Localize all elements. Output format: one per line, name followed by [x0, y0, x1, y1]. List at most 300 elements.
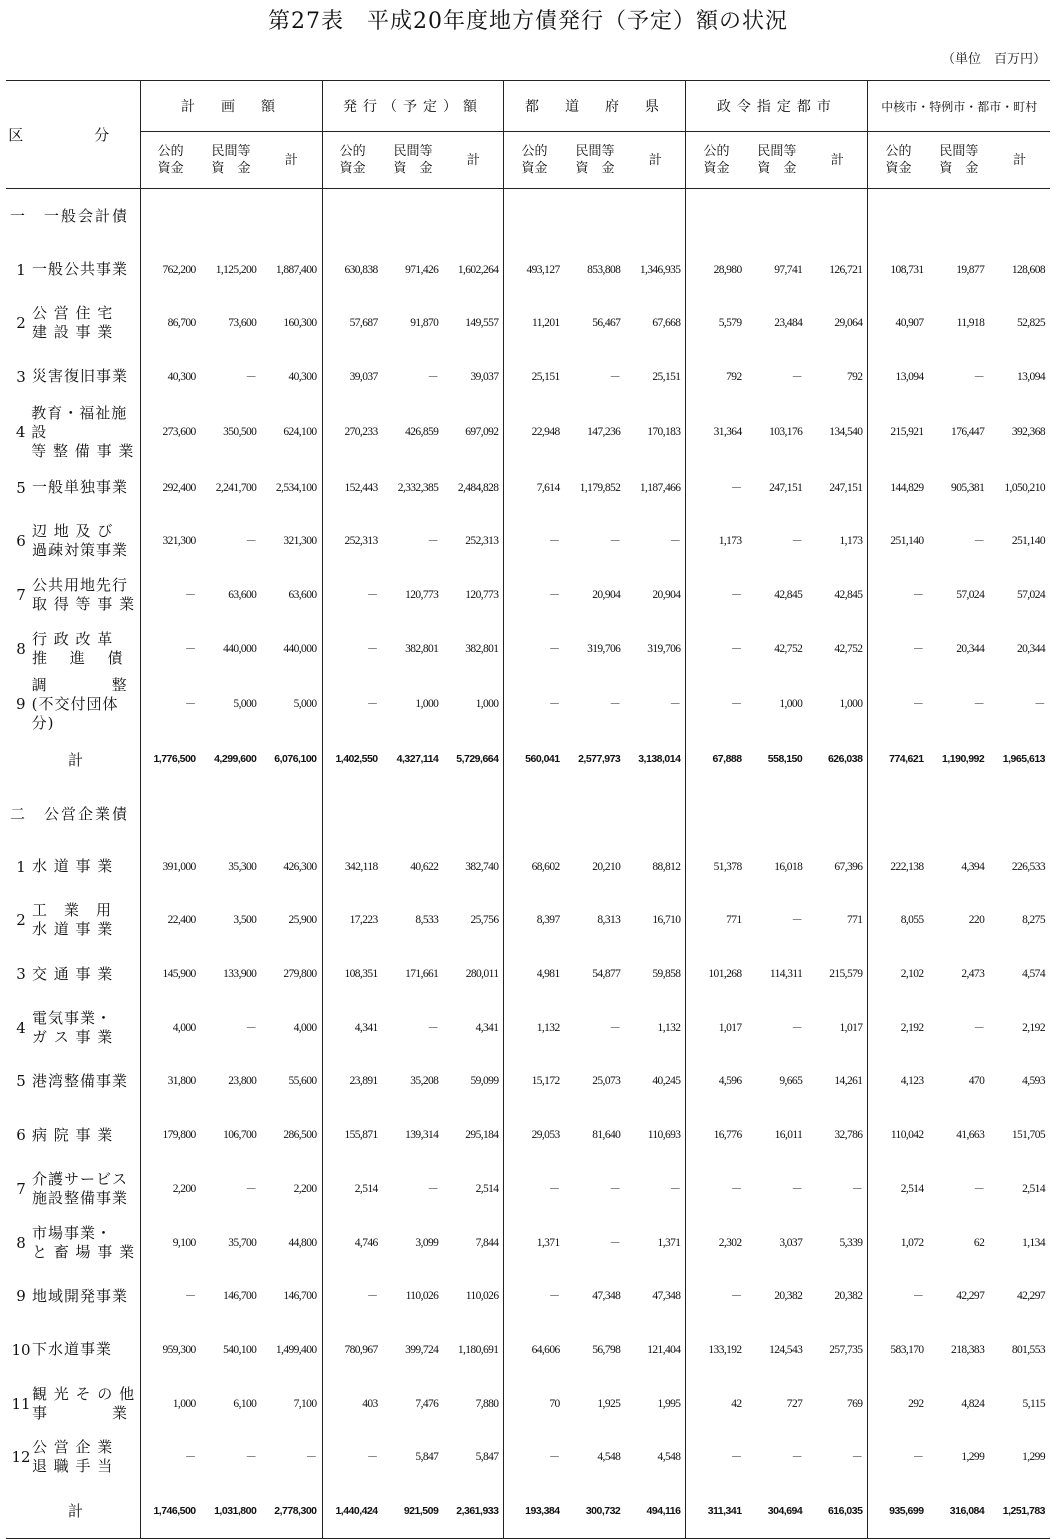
- empty-cell: [989, 189, 1050, 243]
- value-cell: 1,190,992: [942, 753, 985, 766]
- value-cell: －: [609, 536, 621, 549]
- value-cell: 1,000: [779, 698, 803, 710]
- value-cell: 1,925: [597, 1397, 621, 1410]
- subheader-cell: 計: [261, 132, 322, 189]
- row-label: 6 病 院 事 業: [16, 1125, 114, 1145]
- empty-cell: [747, 786, 808, 840]
- value-cell: 5,000: [293, 698, 317, 710]
- value-cell: 20,210: [592, 860, 621, 873]
- value-cell: 1,125,200: [215, 263, 257, 276]
- value-cell: 86,700: [140, 296, 201, 350]
- value-cell: 35,700: [228, 1236, 257, 1249]
- row-label: 9 調 整 (不交付団体分): [16, 675, 128, 732]
- value-cell: 67,888: [686, 733, 747, 787]
- value-cell: 300,732: [565, 1484, 626, 1538]
- value-cell: 218,383: [951, 1343, 985, 1356]
- value-cell: －: [609, 1183, 621, 1196]
- empty-cell: [140, 786, 201, 840]
- value-cell: 280,011: [465, 968, 499, 981]
- value-cell: －: [686, 622, 747, 676]
- empty-cell: [140, 189, 201, 243]
- value-cell: 35,300: [228, 860, 257, 873]
- value-cell: 470: [968, 1075, 985, 1088]
- value-cell: －: [245, 1183, 257, 1196]
- row-label: 2 公 営 住 宅 建 設 事 業: [16, 304, 114, 342]
- value-cell: 771: [686, 894, 747, 948]
- value-cell: －: [1034, 699, 1045, 711]
- value-cell: 155,871: [322, 1108, 383, 1162]
- subheader-cell: 民間等 資 金: [383, 132, 444, 189]
- row-label: 3 災害復旧事業: [16, 367, 129, 386]
- value-cell: 1,371: [657, 1236, 681, 1249]
- value-cell: 73,600: [228, 317, 257, 330]
- value-cell: 1,440,424: [322, 1484, 383, 1538]
- value-cell: －: [973, 536, 985, 549]
- value-cell: 63,600: [228, 588, 257, 601]
- subheader-cell: 計: [989, 132, 1050, 189]
- value-cell: －: [686, 568, 747, 622]
- value-cell: 47,348: [652, 1290, 681, 1303]
- empty-cell: [989, 786, 1050, 840]
- value-cell: 51,378: [686, 840, 747, 894]
- empty-cell: [443, 189, 504, 243]
- value-cell: 771: [846, 914, 863, 927]
- total-row: [6, 1484, 1050, 1538]
- value-cell: 29,064: [834, 317, 863, 330]
- value-cell: 70: [504, 1377, 565, 1431]
- value-cell: －: [669, 699, 681, 711]
- value-cell: 1,402,550: [322, 733, 383, 787]
- value-cell: 2,192: [1022, 1021, 1045, 1034]
- value-cell: 1,776,500: [140, 733, 201, 787]
- value-cell: 171,661: [405, 968, 439, 981]
- value-cell: 22,948: [504, 404, 565, 461]
- value-cell: －: [868, 1430, 929, 1484]
- table-row: [6, 404, 1050, 461]
- value-cell: 2,332,385: [397, 481, 439, 494]
- value-cell: 193,384: [504, 1484, 565, 1538]
- value-cell: 8,275: [1022, 914, 1045, 927]
- section-title: 一 一般会計債: [10, 207, 130, 226]
- value-cell: 56,798: [592, 1343, 621, 1356]
- empty-cell: [565, 189, 626, 243]
- value-cell: 146,700: [283, 1290, 317, 1303]
- row-label: 12 公 営 企 業 退 職 手 当: [11, 1438, 114, 1476]
- value-cell: 4,341: [475, 1021, 499, 1034]
- table-body: [6, 189, 1050, 1539]
- value-cell: 108,731: [868, 243, 929, 297]
- value-cell: 20,382: [834, 1290, 863, 1303]
- value-cell: 342,118: [322, 840, 383, 894]
- row-label: 7 介護サービス 施設整備事業: [16, 1169, 129, 1207]
- row-label: 2 工 業 用 水 道 事 業: [16, 901, 114, 939]
- value-cell: －: [973, 371, 985, 384]
- value-cell: 14,261: [834, 1075, 863, 1088]
- value-cell: 319,706: [647, 642, 681, 655]
- value-cell: 2,200: [293, 1182, 317, 1195]
- empty-cell: [201, 189, 262, 243]
- value-cell: 2,514: [322, 1162, 383, 1216]
- value-cell: 57,687: [322, 296, 383, 350]
- value-cell: 630,838: [322, 243, 383, 297]
- value-cell: 40,622: [410, 860, 439, 873]
- value-cell: 29,053: [504, 1108, 565, 1162]
- header-group-prefectures: 都 道 府 県: [504, 81, 686, 132]
- value-cell: 101,268: [686, 947, 747, 1001]
- table-row: [6, 840, 1050, 894]
- value-cell: 110,026: [465, 1290, 499, 1303]
- value-cell: 120,773: [465, 588, 499, 601]
- value-cell: －: [791, 915, 803, 928]
- value-cell: 39,037: [322, 350, 383, 404]
- value-cell: 1,134: [1022, 1236, 1045, 1249]
- value-cell: 4,574: [1022, 968, 1045, 981]
- value-cell: －: [140, 1430, 201, 1484]
- row-label: 8 行 政 改 革 推 進 債: [16, 629, 124, 667]
- value-cell: 1,000: [140, 1377, 201, 1431]
- value-cell: 23,891: [322, 1055, 383, 1109]
- value-cell: 382,740: [465, 860, 499, 873]
- value-cell: 4,394: [961, 860, 985, 873]
- value-cell: 179,800: [140, 1108, 201, 1162]
- value-cell: 5,115: [1022, 1397, 1045, 1410]
- value-cell: －: [504, 676, 565, 733]
- value-cell: －: [669, 1183, 681, 1196]
- subheader-row: [6, 132, 1050, 189]
- value-cell: 1,299: [961, 1451, 985, 1464]
- section-header-row: [6, 786, 1050, 840]
- empty-cell: [807, 786, 868, 840]
- value-cell: 2,534,100: [275, 481, 317, 494]
- value-cell: 114,311: [769, 968, 803, 981]
- value-cell: 147,236: [587, 426, 621, 439]
- value-cell: 252,313: [465, 535, 499, 548]
- value-cell: 792: [846, 370, 863, 383]
- value-cell: 134,540: [829, 426, 863, 439]
- value-cell: 1,000: [415, 698, 439, 710]
- value-cell: 540,100: [223, 1343, 257, 1356]
- value-cell: 4,548: [657, 1451, 681, 1464]
- value-cell: 971,426: [405, 263, 439, 276]
- row-label: 4 教育・福祉施設 等 整 備 事 業: [15, 403, 135, 460]
- value-cell: 801,553: [1011, 1343, 1045, 1356]
- value-cell: 295,184: [465, 1129, 499, 1142]
- value-cell: 2,514: [868, 1162, 929, 1216]
- header-group-designated-cities: 政令指定都市: [686, 81, 868, 132]
- value-cell: 28,980: [686, 243, 747, 297]
- subheader-cell: 計: [625, 132, 686, 189]
- value-cell: 391,000: [140, 840, 201, 894]
- total-row: [6, 733, 1050, 787]
- value-cell: 2,778,300: [261, 1484, 322, 1538]
- value-cell: 124,543: [769, 1343, 803, 1356]
- value-cell: 151,705: [1011, 1129, 1045, 1142]
- subheader-cell: 計: [443, 132, 504, 189]
- value-cell: 1,173: [839, 535, 863, 548]
- value-cell: 11,918: [956, 317, 985, 330]
- value-cell: 7,476: [415, 1397, 439, 1410]
- value-cell: 251,140: [1011, 535, 1045, 548]
- value-cell: 16,710: [652, 914, 681, 927]
- value-cell: 270,233: [322, 404, 383, 461]
- value-cell: －: [686, 1269, 747, 1323]
- row-label: 10 下水道事業: [11, 1340, 113, 1359]
- value-cell: 2,302: [686, 1216, 747, 1270]
- value-cell: 2,577,973: [578, 753, 621, 766]
- value-cell: 103,176: [769, 426, 803, 439]
- subheader-cell: 民間等 資 金: [565, 132, 626, 189]
- value-cell: 440,000: [223, 642, 257, 655]
- value-cell: 2,192: [868, 1001, 929, 1055]
- value-cell: 1,031,800: [201, 1484, 262, 1538]
- value-cell: －: [609, 1022, 621, 1035]
- value-cell: 292,400: [140, 461, 201, 515]
- value-cell: 321,300: [283, 535, 317, 548]
- subheader-cell: 公的 資金: [686, 132, 747, 189]
- table-row: [6, 1430, 1050, 1484]
- value-cell: 57,024: [956, 588, 985, 601]
- empty-cell: [929, 786, 990, 840]
- value-cell: －: [868, 676, 929, 733]
- value-cell: 1,179,852: [579, 481, 621, 494]
- value-cell: －: [791, 371, 803, 384]
- subheader-cell: 公的 資金: [868, 132, 929, 189]
- value-cell: 32,786: [834, 1129, 863, 1142]
- table-row: [6, 894, 1050, 948]
- value-cell: 226,533: [1011, 860, 1045, 873]
- value-cell: 15,172: [504, 1055, 565, 1109]
- value-cell: －: [322, 568, 383, 622]
- value-cell: 23,484: [774, 317, 803, 330]
- value-cell: 20,904: [652, 588, 681, 601]
- header-group-municipalities: 中核市・特例市・都市・町村: [868, 81, 1050, 132]
- value-cell: 1,251,783: [989, 1484, 1050, 1538]
- value-cell: 316,084: [929, 1484, 990, 1538]
- header-kubun: 区 分: [6, 81, 140, 189]
- row-label: 5 港湾整備事業: [16, 1071, 129, 1091]
- value-cell: 41,663: [956, 1129, 985, 1142]
- value-cell: 40,907: [868, 296, 929, 350]
- row-label: 9 地域開発事業: [16, 1286, 129, 1306]
- value-cell: 4,341: [322, 1001, 383, 1055]
- value-cell: 780,967: [322, 1323, 383, 1377]
- value-cell: 350,500: [223, 426, 257, 439]
- table-row: [6, 1216, 1050, 1270]
- value-cell: 8,313: [597, 914, 621, 927]
- page-title: 第27表 平成20年度地方債発行（予定）額の状況: [268, 9, 788, 34]
- value-cell: 9,665: [779, 1075, 803, 1088]
- value-cell: 149,557: [465, 317, 499, 330]
- value-cell: 42,297: [1016, 1290, 1045, 1303]
- value-cell: 626,038: [827, 753, 863, 766]
- value-cell: 62: [973, 1236, 985, 1249]
- value-cell: 42: [686, 1377, 747, 1431]
- empty-cell: [686, 189, 747, 243]
- value-cell: 382,801: [405, 642, 439, 655]
- table-row: [6, 514, 1050, 568]
- value-cell: 1,017: [839, 1021, 863, 1034]
- value-cell: －: [791, 536, 803, 549]
- value-cell: －: [305, 1452, 317, 1465]
- value-cell: 67,396: [834, 860, 863, 873]
- value-cell: 426,300: [283, 860, 317, 873]
- value-cell: 5,579: [686, 296, 747, 350]
- value-cell: 8,055: [868, 894, 929, 948]
- value-cell: 39,037: [470, 370, 499, 383]
- value-cell: 4,000: [293, 1021, 317, 1034]
- value-cell: 1,887,400: [275, 263, 317, 276]
- value-cell: 11,201: [504, 296, 565, 350]
- value-cell: 64,606: [504, 1323, 565, 1377]
- value-cell: －: [140, 568, 201, 622]
- value-cell: 110,026: [405, 1290, 439, 1303]
- value-cell: 3,500: [233, 914, 257, 927]
- value-cell: －: [686, 1162, 747, 1216]
- value-cell: 13,094: [1016, 370, 1045, 383]
- value-cell: 1,346,935: [639, 263, 681, 276]
- value-cell: 146,700: [223, 1290, 257, 1303]
- value-cell: 2,484,828: [457, 481, 499, 494]
- value-cell: 91,870: [410, 317, 439, 330]
- empty-cell: [322, 786, 383, 840]
- subheader-cell: 公的 資金: [140, 132, 201, 189]
- value-cell: 1,050,210: [1004, 481, 1045, 494]
- value-cell: －: [504, 568, 565, 622]
- value-cell: 20,344: [1016, 642, 1045, 655]
- value-cell: 3,138,014: [638, 753, 681, 766]
- value-cell: 42,845: [774, 588, 803, 601]
- table-row: [6, 676, 1050, 733]
- table-row: [6, 350, 1050, 404]
- value-cell: 4,593: [1022, 1075, 1045, 1088]
- empty-cell: [261, 786, 322, 840]
- empty-cell: [504, 189, 565, 243]
- value-cell: 81,640: [592, 1129, 621, 1142]
- value-cell: 2,514: [475, 1182, 499, 1195]
- value-cell: 40,300: [288, 370, 317, 383]
- value-cell: －: [868, 622, 929, 676]
- value-cell: 47,348: [592, 1290, 621, 1303]
- value-cell: 176,447: [951, 426, 985, 439]
- value-cell: 23,800: [228, 1075, 257, 1088]
- value-cell: 1,602,264: [457, 263, 499, 276]
- value-cell: 139,314: [405, 1129, 439, 1142]
- value-cell: 257,735: [829, 1343, 863, 1356]
- value-cell: －: [504, 1269, 565, 1323]
- value-cell: 31,800: [140, 1055, 201, 1109]
- value-cell: 5,000: [233, 698, 257, 710]
- value-cell: 57,024: [1016, 588, 1045, 601]
- value-cell: 1,187,466: [639, 481, 681, 494]
- value-cell: 935,699: [868, 1484, 929, 1538]
- value-cell: 35,208: [410, 1075, 439, 1088]
- value-cell: 19,877: [956, 263, 985, 276]
- table-row: [6, 296, 1050, 350]
- value-cell: 215,579: [829, 968, 863, 981]
- value-cell: 583,170: [868, 1323, 929, 1377]
- value-cell: 5,729,664: [456, 753, 499, 766]
- value-cell: 16,018: [774, 860, 803, 873]
- row-label: 5 一般単独事業: [16, 478, 129, 497]
- empty-cell: [868, 189, 929, 243]
- value-cell: 252,313: [322, 514, 383, 568]
- value-cell: 403: [322, 1377, 383, 1431]
- table-row: [6, 947, 1050, 1001]
- value-cell: 88,812: [652, 860, 681, 873]
- value-cell: 792: [686, 350, 747, 404]
- value-cell: 25,151: [652, 370, 681, 383]
- value-cell: 382,801: [465, 642, 499, 655]
- empty-cell: [383, 189, 444, 243]
- value-cell: 5,339: [839, 1236, 863, 1249]
- value-cell: 311,341: [686, 1484, 747, 1538]
- subheader-cell: 公的 資金: [504, 132, 565, 189]
- value-cell: 493,127: [504, 243, 565, 297]
- value-cell: 560,041: [504, 733, 565, 787]
- table-row: [6, 1108, 1050, 1162]
- value-cell: 4,824: [961, 1397, 985, 1410]
- empty-cell: [201, 786, 262, 840]
- table-row: [6, 1055, 1050, 1109]
- empty-cell: [261, 189, 322, 243]
- value-cell: 1,072: [868, 1216, 929, 1270]
- total-label: 計: [68, 750, 84, 769]
- value-cell: 52,825: [1016, 317, 1045, 330]
- empty-cell: [443, 786, 504, 840]
- value-cell: 774,621: [868, 733, 929, 787]
- value-cell: －: [245, 536, 257, 549]
- value-cell: 853,808: [587, 263, 621, 276]
- subheader-cell: 民間等 資 金: [929, 132, 990, 189]
- value-cell: 133,192: [686, 1323, 747, 1377]
- value-cell: －: [791, 1022, 803, 1035]
- value-cell: 426,859: [405, 426, 439, 439]
- empty-cell: [383, 786, 444, 840]
- value-cell: 304,694: [747, 1484, 808, 1538]
- value-cell: 7,844: [475, 1236, 499, 1249]
- value-cell: －: [427, 1022, 439, 1035]
- row-label: 1 一般公共事業: [16, 260, 129, 279]
- table-row: [6, 1162, 1050, 1216]
- value-cell: 247,151: [769, 481, 803, 494]
- value-cell: －: [245, 1452, 257, 1465]
- value-cell: 1,746,500: [140, 1484, 201, 1538]
- value-cell: 1,499,400: [275, 1343, 317, 1356]
- value-cell: 31,364: [686, 404, 747, 461]
- value-cell: －: [609, 371, 621, 384]
- section-title: 二 公営企業債: [10, 804, 130, 823]
- value-cell: －: [504, 622, 565, 676]
- value-cell: 3,037: [779, 1236, 803, 1249]
- value-cell: －: [245, 1022, 257, 1035]
- value-cell: －: [322, 1430, 383, 1484]
- value-cell: 120,773: [405, 588, 439, 601]
- value-cell: 624,100: [283, 426, 317, 439]
- value-cell: 1,371: [504, 1216, 565, 1270]
- empty-cell: [807, 189, 868, 243]
- value-cell: 222,138: [868, 840, 929, 894]
- value-cell: －: [669, 536, 681, 549]
- value-cell: －: [973, 699, 985, 711]
- table-row: [6, 622, 1050, 676]
- value-cell: 4,548: [597, 1451, 621, 1464]
- header-group-plan: 計 画 額: [140, 81, 322, 132]
- row-label: 4 電気事業・ ガ ス 事 業: [16, 1008, 114, 1046]
- value-cell: －: [686, 461, 747, 515]
- value-cell: －: [868, 1269, 929, 1323]
- value-cell: －: [245, 371, 257, 384]
- value-cell: 1,017: [686, 1001, 747, 1055]
